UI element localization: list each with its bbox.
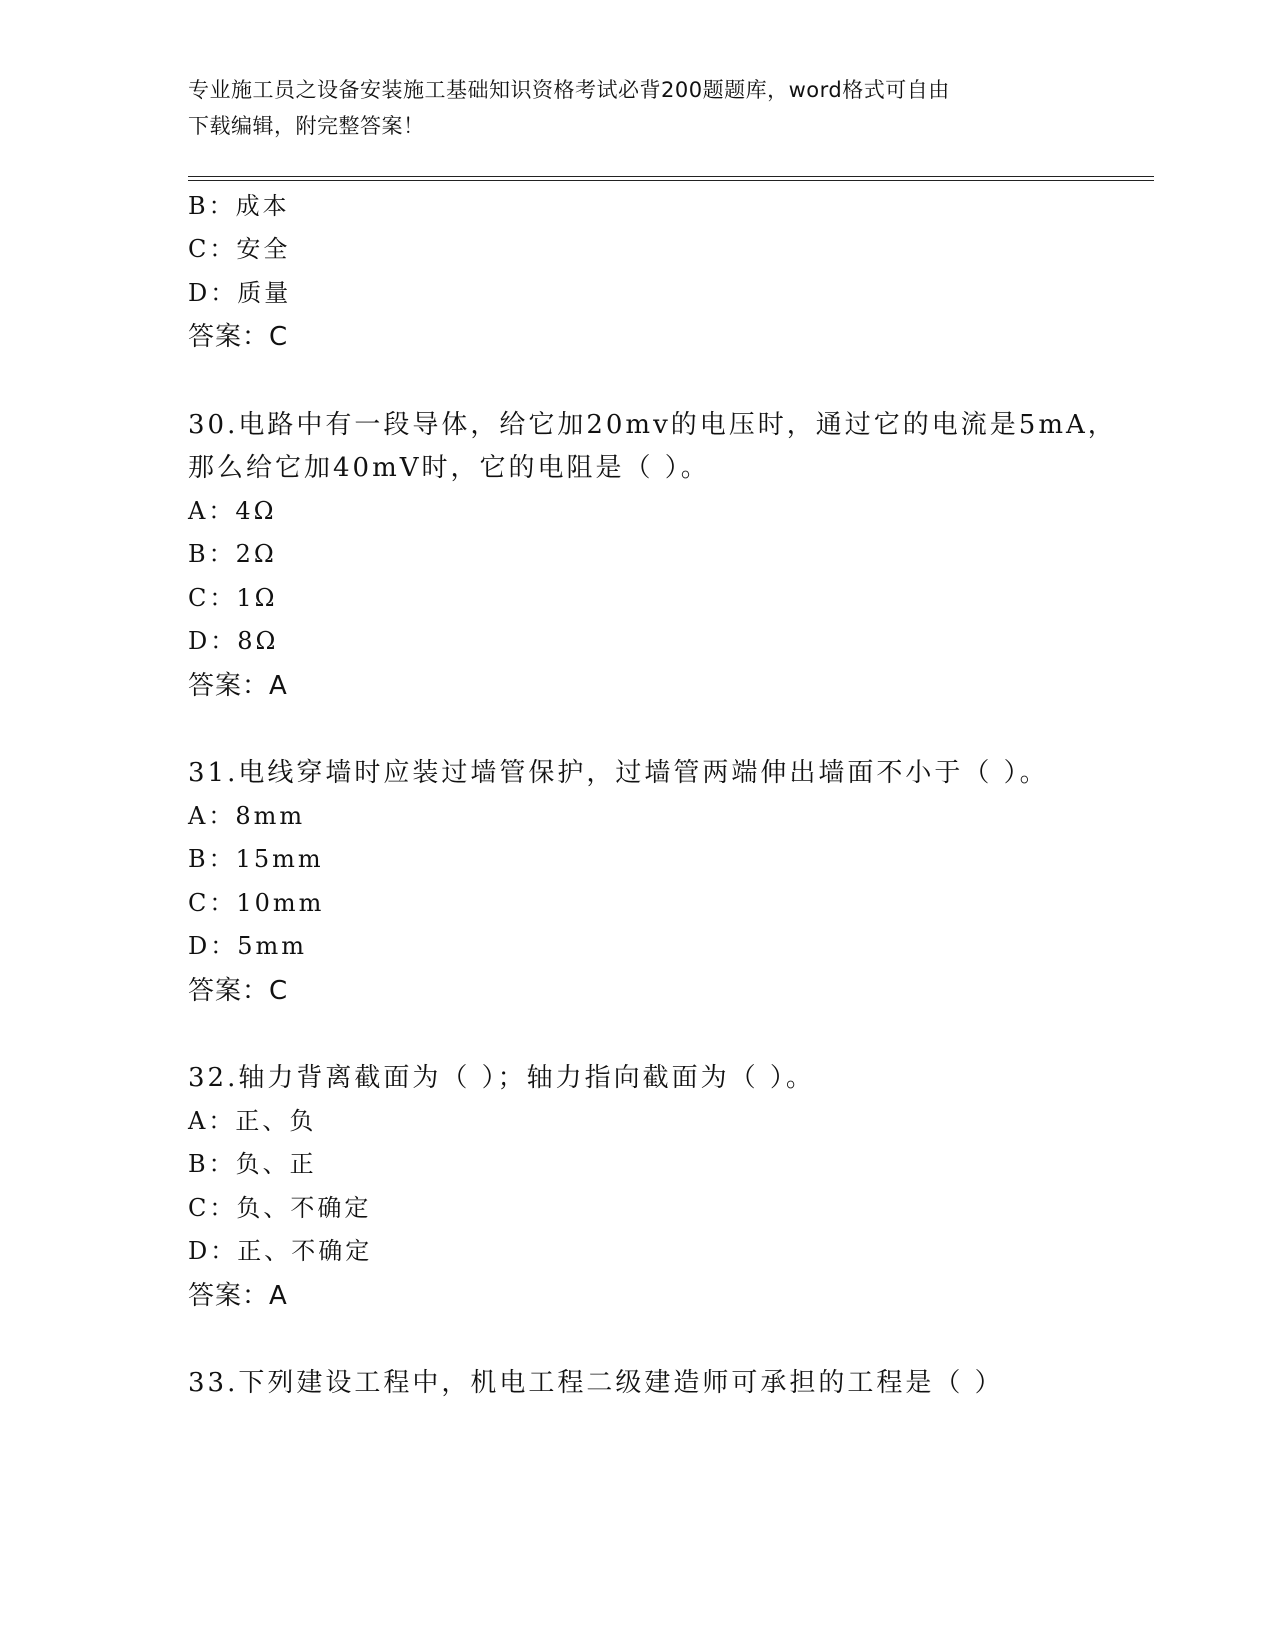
q32-option-b: B：负、正	[188, 1150, 317, 1178]
q31-question-line-1: 31.电线穿墙时应装过墙管保护，过墙管两端伸出墙面不小于（ ）。	[188, 758, 1049, 788]
header-divider-top	[188, 176, 1154, 177]
q29-answer: 答案：C	[188, 322, 289, 352]
q32-question-line-1: 32.轴力背离截面为（ ）；轴力指向截面为（ ）。	[188, 1063, 815, 1093]
q30-question-line-1: 30.电路中有一段导体，给它加20mv的电压时，通过它的电流是5mA，	[188, 410, 1117, 440]
q29-option-d: D：质量	[188, 279, 292, 307]
q31-option-b: B：15mm	[188, 845, 324, 873]
q31-answer: 答案：C	[188, 976, 289, 1006]
q32-option-d: D：正、不确定	[188, 1237, 373, 1265]
q30-question-line-2: 那么给它加40mV时，它的电阻是（ ）。	[188, 453, 710, 483]
q29-option-b: B：成本	[188, 192, 290, 220]
q32-option-a: A：正、负	[188, 1107, 317, 1135]
q30-option-d: D：8Ω	[188, 627, 279, 655]
header-divider-bottom	[188, 180, 1154, 181]
q31-option-c: C：10mm	[188, 889, 325, 917]
q30-option-b: B：2Ω	[188, 540, 277, 568]
q32-answer: 答案：A	[188, 1281, 288, 1311]
header-line-2: 下载编辑，附完整答案！	[188, 114, 425, 138]
q30-option-a: A：4Ω	[188, 497, 277, 525]
q32-option-c: C：负、不确定	[188, 1194, 372, 1222]
q29-option-c: C：安全	[188, 235, 291, 263]
header-line-1: 专业施工员之设备安装施工基础知识资格考试必背200题题库，word格式可自由	[188, 78, 950, 102]
q30-answer: 答案：A	[188, 671, 288, 701]
q33-question-line-1: 33.下列建设工程中，机电工程二级建造师可承担的工程是（ ）	[188, 1368, 1004, 1398]
q31-option-a: A：8mm	[188, 802, 306, 830]
q30-option-c: C：1Ω	[188, 584, 278, 612]
document-header	[188, 72, 1088, 144]
q31-option-d: D：5mm	[188, 932, 308, 960]
